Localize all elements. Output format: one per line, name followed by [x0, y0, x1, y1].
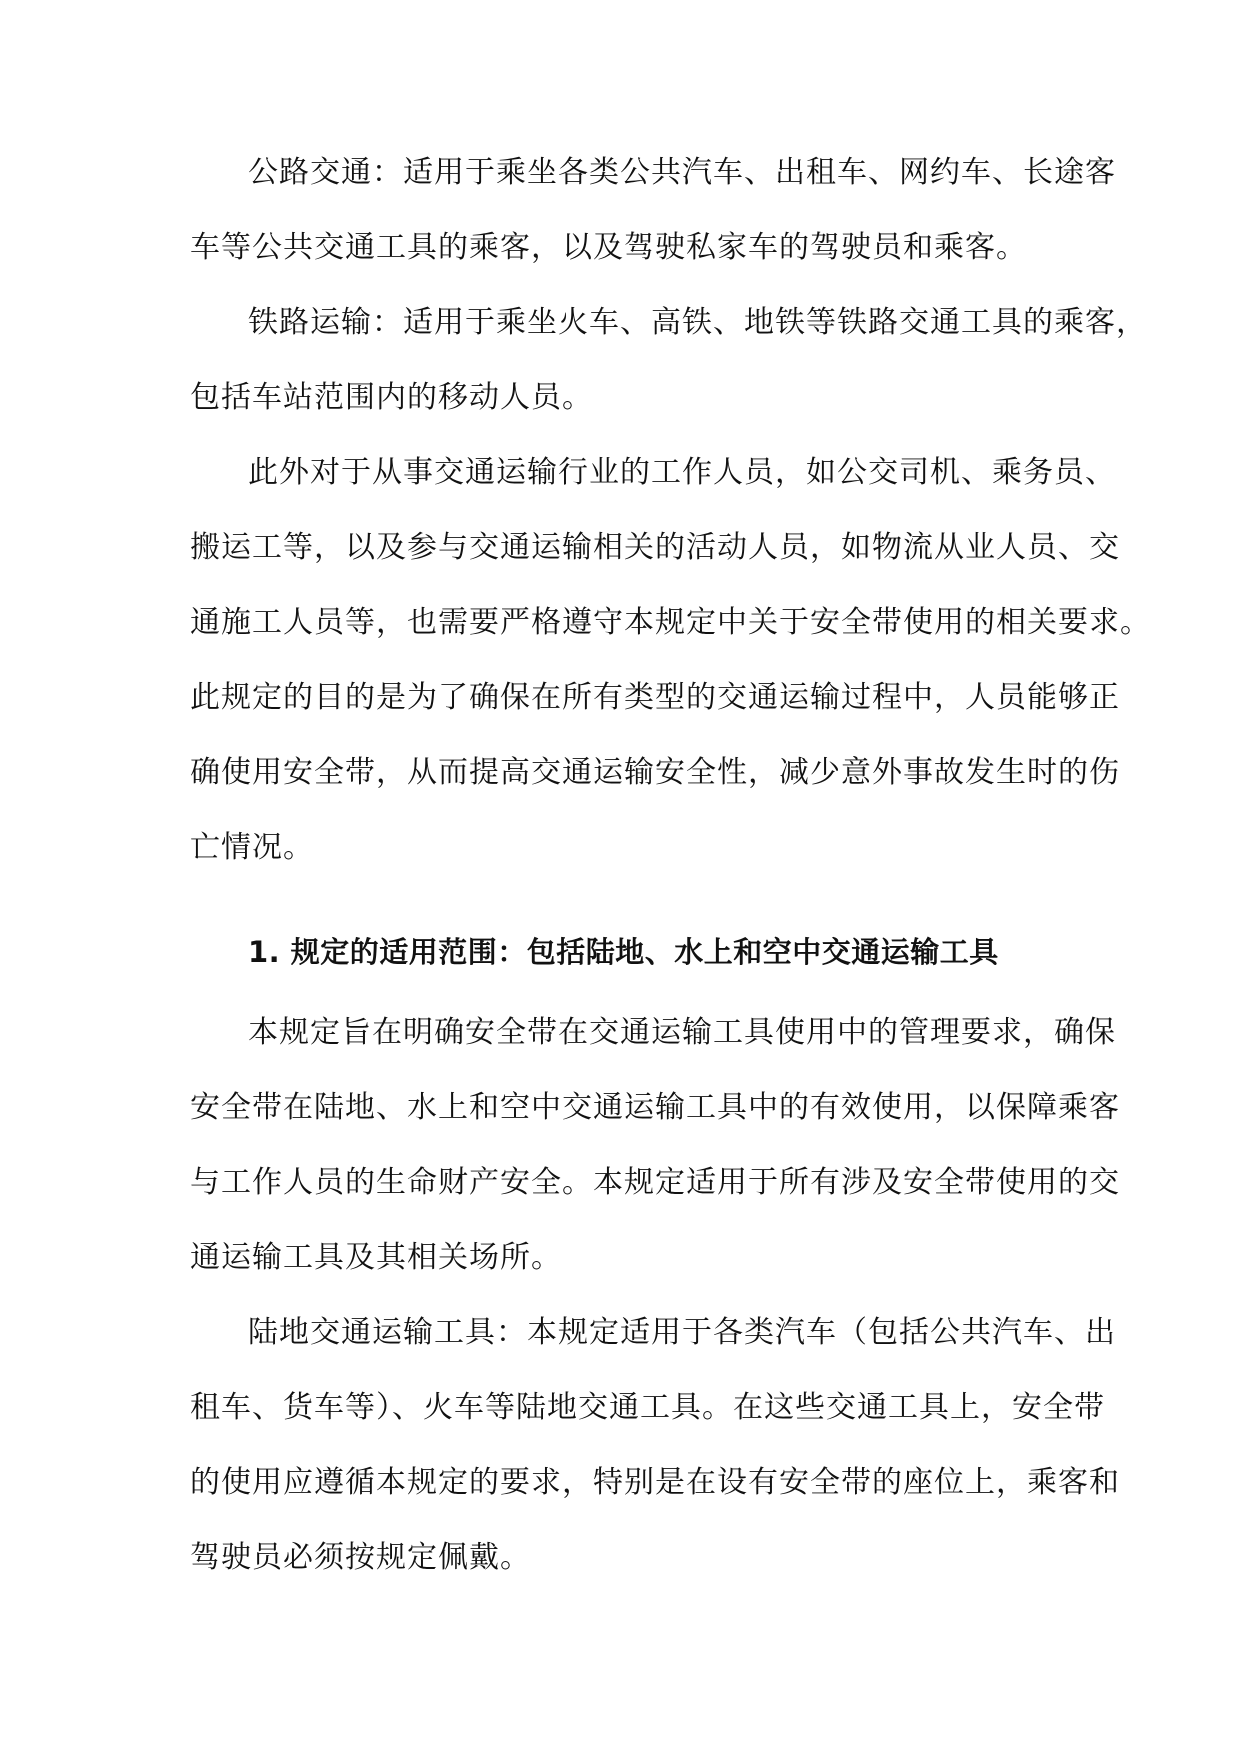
paragraph-road-transport-line-2: 车等公共交通工具的乘客，以及驾驶私家车的驾驶员和乘客。 [190, 230, 1027, 265]
paragraph-purpose-line-4: 通运输工具及其相关场所。 [190, 1240, 562, 1275]
paragraph-land-transport-line-4: 驾驶员必须按规定佩戴。 [190, 1540, 531, 1575]
paragraph-workers-line-1: 此外对于从事交通运输行业的工作人员，如公交司机、乘务员、 [248, 455, 1116, 490]
paragraph-railway-line-1: 铁路运输：适用于乘坐火车、高铁、地铁等铁路交通工具的乘客， [248, 305, 1147, 340]
paragraph-purpose-line-1: 本规定旨在明确安全带在交通运输工具使用中的管理要求，确保 [248, 1015, 1116, 1050]
paragraph-road-transport-line-1: 公路交通：适用于乘坐各类公共汽车、出租车、网约车、长途客 [248, 155, 1116, 190]
paragraph-land-transport-line-3: 的使用应遵循本规定的要求，特别是在设有安全带的座位上，乘客和 [190, 1465, 1120, 1500]
paragraph-workers-line-5: 确使用安全带，从而提高交通运输安全性，减少意外事故发生时的伤 [190, 755, 1120, 790]
paragraph-workers-line-6: 亡情况。 [190, 830, 314, 865]
paragraph-purpose-line-3: 与工作人员的生命财产安全。本规定适用于所有涉及安全带使用的交 [190, 1165, 1120, 1200]
paragraph-land-transport-line-1: 陆地交通运输工具：本规定适用于各类汽车（包括公共汽车、出 [248, 1315, 1116, 1350]
paragraph-workers-line-3: 通施工人员等，也需要严格遵守本规定中关于安全带使用的相关要求。 [190, 605, 1151, 640]
paragraph-workers-line-4: 此规定的目的是为了确保在所有类型的交通运输过程中，人员能够正 [190, 680, 1120, 715]
section-heading-scope: 1. 规定的适用范围：包括陆地、水上和空中交通运输工具 [248, 935, 999, 969]
paragraph-workers-line-2: 搬运工等，以及参与交通运输相关的活动人员，如物流从业人员、交 [190, 530, 1120, 565]
paragraph-land-transport-line-2: 租车、货车等）、火车等陆地交通工具。在这些交通工具上，安全带 [190, 1390, 1105, 1425]
paragraph-railway-line-2: 包括车站范围内的移动人员。 [190, 380, 593, 415]
paragraph-purpose-line-2: 安全带在陆地、水上和空中交通运输工具中的有效使用，以保障乘客 [190, 1090, 1120, 1125]
